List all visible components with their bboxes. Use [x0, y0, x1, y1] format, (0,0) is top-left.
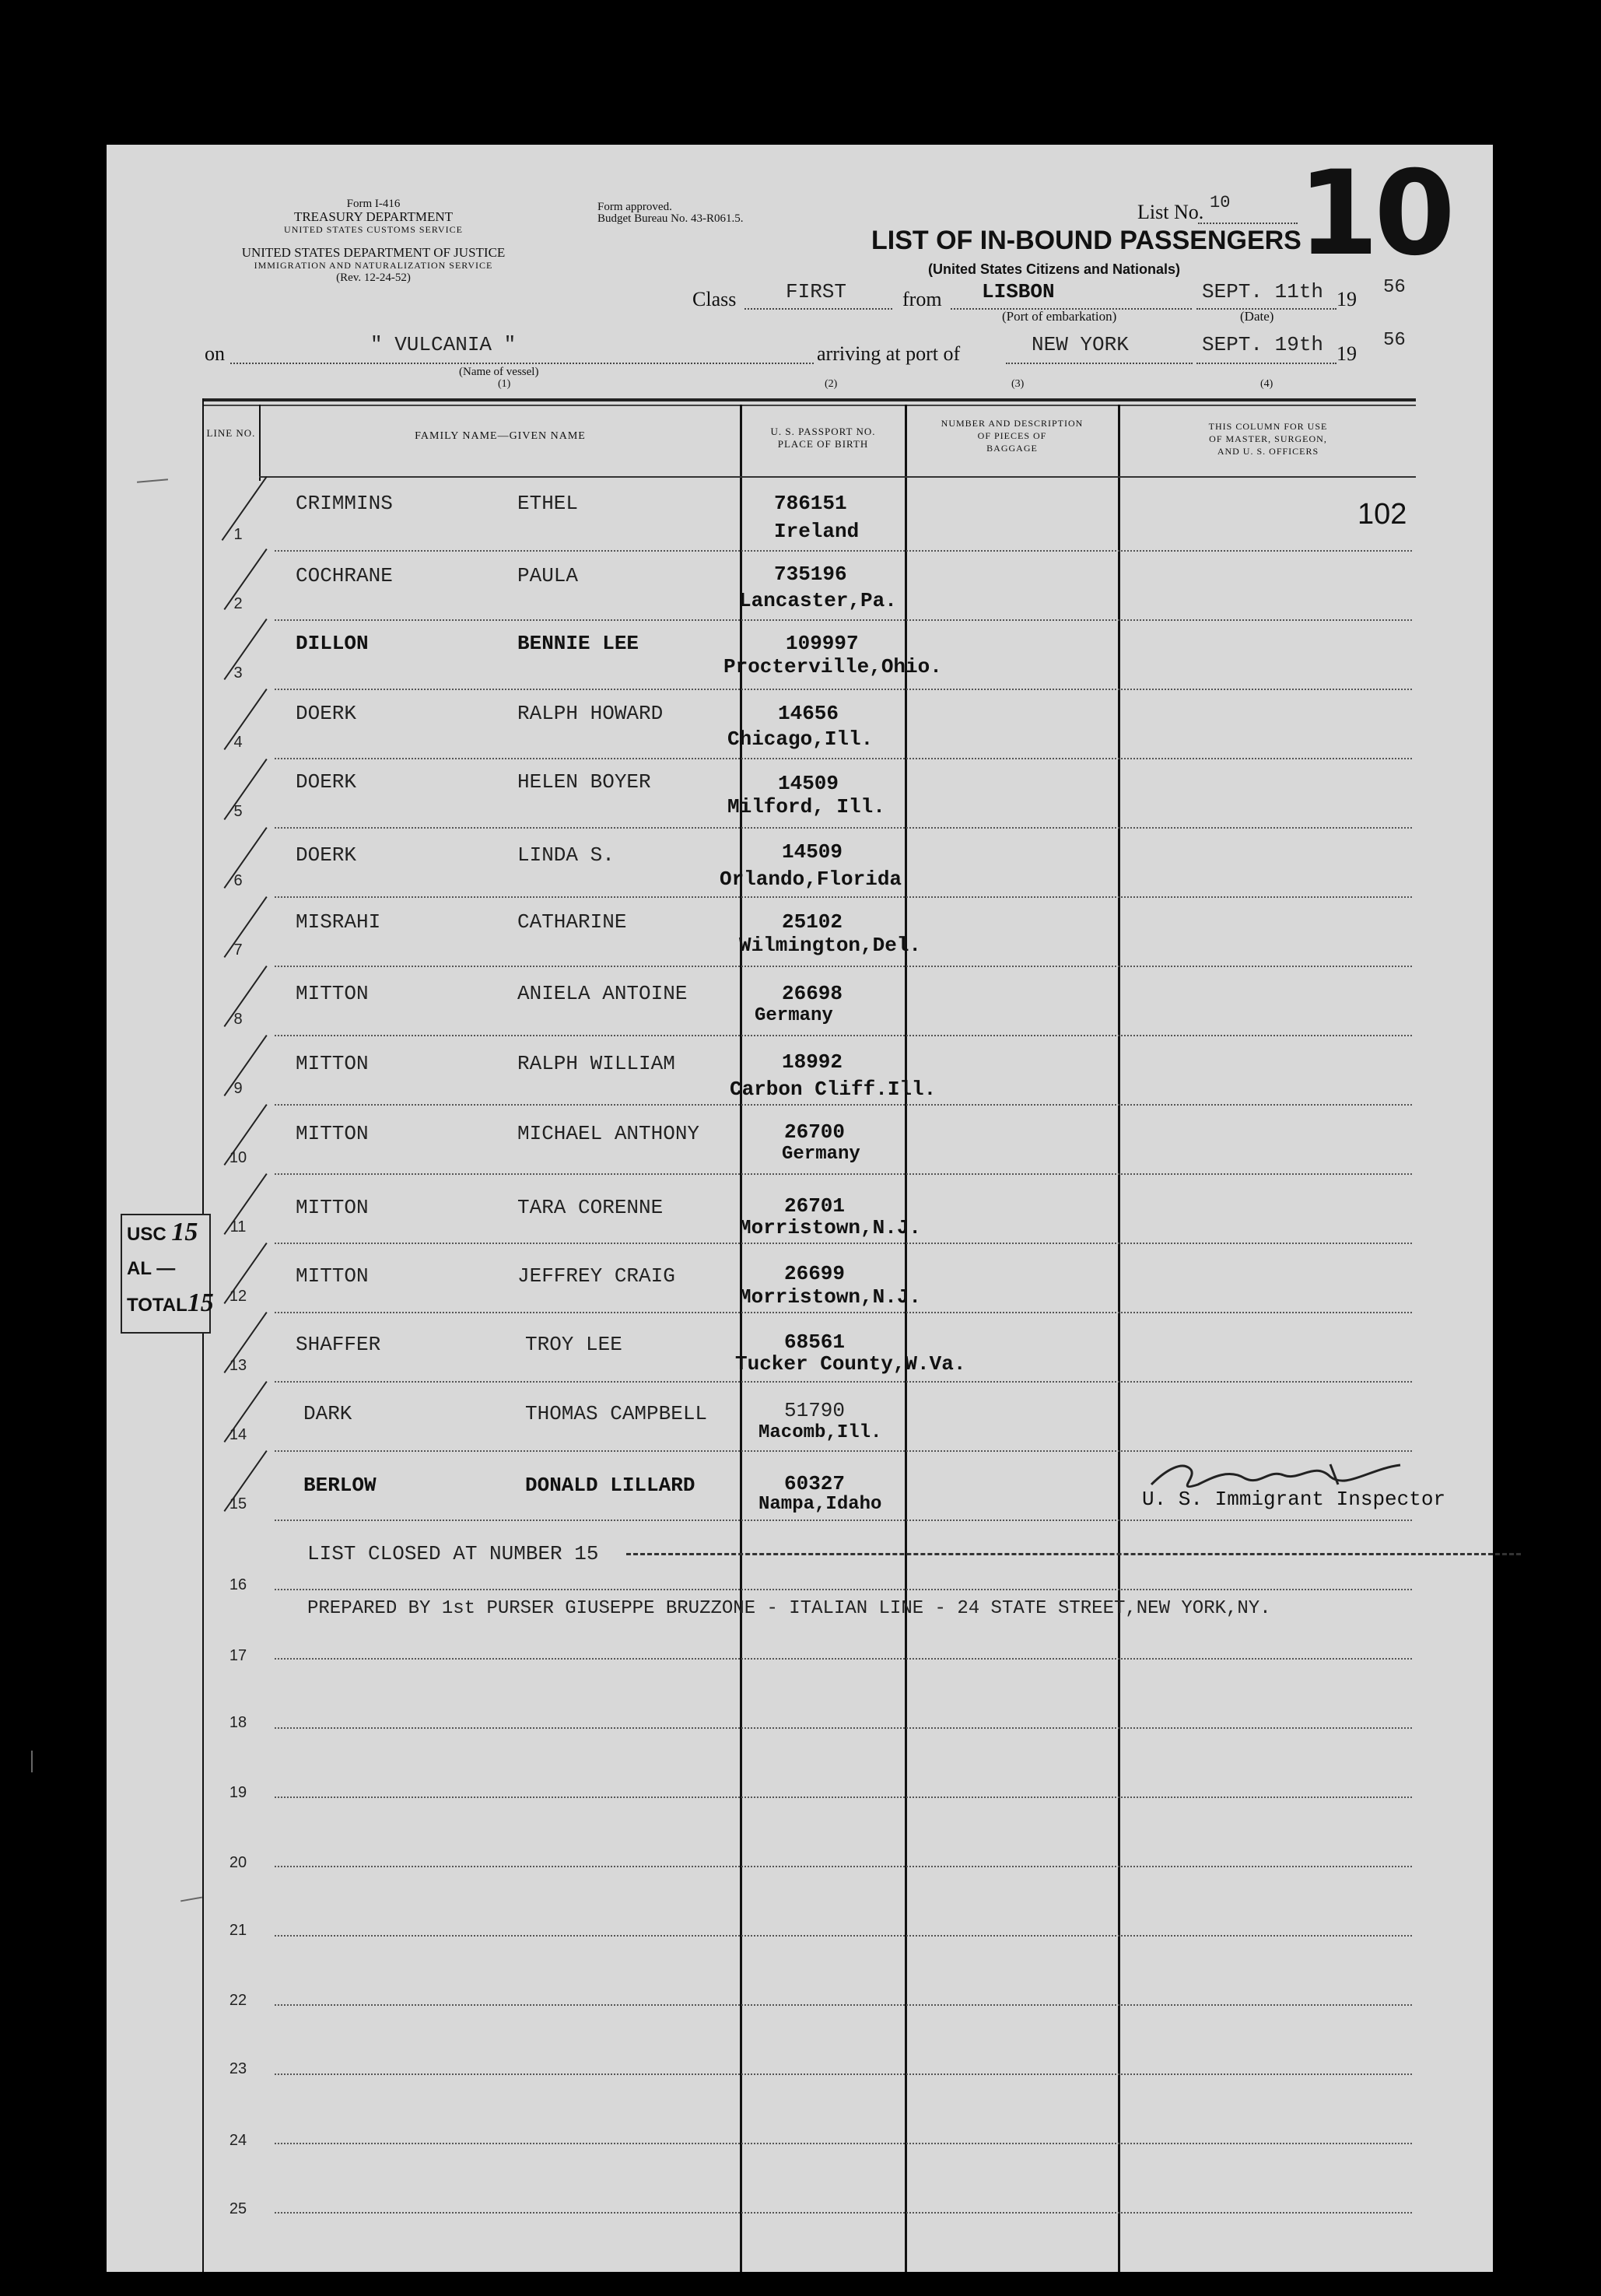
row-line — [275, 1312, 1412, 1313]
row-number: 6 — [233, 872, 243, 889]
place-of-birth: Procterville,Ohio. — [723, 655, 942, 678]
table-top-border — [202, 398, 1416, 401]
row-line — [275, 1243, 1412, 1244]
passenger-given-name: ETHEL — [517, 492, 579, 515]
passenger-family-name: MITTON — [296, 982, 369, 1005]
passenger-family-name: DARK — [303, 1402, 352, 1425]
stamp-total-label: TOTAL — [127, 1295, 187, 1316]
row-number: 13 — [229, 1357, 247, 1374]
row-line — [275, 1658, 1412, 1660]
place-of-birth: Orlando,Florida — [720, 868, 902, 891]
page-title: LIST OF IN-BOUND PASSENGERS — [871, 226, 1301, 255]
arriving-port: NEW YORK — [1032, 333, 1129, 356]
row-number: 24 — [229, 2132, 247, 2149]
row-number: 25 — [229, 2200, 247, 2217]
row-line — [275, 758, 1412, 759]
official-count: 102 — [1358, 498, 1407, 531]
passport-number: 26698 — [782, 982, 843, 1005]
date-caption: (Date) — [1240, 309, 1274, 324]
row-number: 12 — [229, 1288, 247, 1305]
from-year-prefix: 19 — [1337, 288, 1357, 310]
row-number: 16 — [229, 1576, 247, 1593]
margin-mark — [31, 1751, 33, 1772]
row-line — [275, 896, 1412, 898]
class-line — [744, 308, 892, 310]
list-no-small: 10 — [1210, 193, 1231, 212]
row-number: 10 — [229, 1149, 247, 1166]
passenger-family-name: MITTON — [296, 1196, 369, 1219]
list-closed-note: LIST CLOSED AT NUMBER 15 — [307, 1542, 599, 1565]
form-number: Form I-416 — [346, 198, 401, 210]
row-number: 8 — [233, 1011, 243, 1028]
arriving-label: arriving at port of — [817, 342, 961, 365]
list-no-line — [1198, 223, 1298, 224]
passenger-family-name: MITTON — [296, 1052, 369, 1075]
arrive-date: SEPT. 19th — [1202, 333, 1324, 356]
class-label: Class — [692, 288, 737, 310]
passenger-family-name: CRIMMINS — [296, 492, 393, 515]
arrive-year: 56 — [1383, 330, 1406, 351]
inspector-signature — [1144, 1453, 1424, 1500]
col-border-baggage — [1118, 405, 1120, 2272]
caption-3: (3) — [1011, 378, 1025, 390]
row-number: 21 — [229, 1922, 247, 1939]
row-line — [275, 2004, 1412, 2006]
row-number: 23 — [229, 2060, 247, 2077]
row-line — [275, 1381, 1412, 1383]
passport-number: 60327 — [784, 1472, 846, 1495]
arrive-year-prefix: 19 — [1337, 342, 1357, 365]
passport-number: 14509 — [778, 772, 839, 795]
place-of-birth: Morristown,N.J. — [739, 1216, 922, 1239]
arriving-line — [1006, 363, 1193, 364]
place-of-birth: Macomb,Ill. — [758, 1422, 882, 1443]
row-line — [275, 1866, 1412, 1867]
passenger-given-name: THOMAS CAMPBELL — [525, 1402, 708, 1425]
col-header-name: FAMILY NAME—GIVEN NAME — [415, 430, 586, 442]
port-embark-caption: (Port of embarkation) — [1002, 309, 1117, 324]
row-line — [275, 619, 1412, 621]
row-number: 4 — [233, 734, 243, 751]
row-number: 2 — [233, 595, 243, 612]
row-number: 20 — [229, 1854, 247, 1871]
col-border-name — [740, 405, 742, 2272]
list-no-big: 10 — [1298, 146, 1451, 282]
passport-number: 26701 — [784, 1194, 846, 1218]
list-closed-strikeline — [626, 1553, 1521, 1555]
col-header-officers-1: THIS COLUMN FOR USE — [1208, 421, 1328, 432]
row-number: 22 — [229, 1992, 247, 2009]
dept-treasury: TREASURY DEPARTMENT — [293, 209, 454, 224]
count-stamp — [121, 1214, 214, 1334]
place-of-birth: Ireland — [774, 520, 860, 543]
passenger-given-name: MICHAEL ANTHONY — [517, 1122, 700, 1145]
row-number: 19 — [229, 1784, 247, 1801]
stamp-total-value: 15 — [187, 1288, 214, 1317]
class-value: FIRST — [786, 280, 847, 303]
row-line — [275, 2212, 1412, 2214]
col-header-baggage-1: NUMBER AND DESCRIPTION — [941, 418, 1084, 429]
stamp-al-label: AL — [127, 1258, 152, 1279]
place-of-birth: Tucker County,W.Va. — [735, 1352, 966, 1376]
budget-bureau: Budget Bureau No. 43-R061.5. — [597, 212, 744, 225]
passenger-family-name: DOERK — [296, 770, 357, 794]
passport-number: 26699 — [784, 1262, 846, 1285]
col-header-line-no: LINE NO. — [206, 427, 256, 439]
place-of-birth: Germany — [755, 1005, 833, 1026]
passport-number: 786151 — [774, 492, 847, 515]
row-number: 14 — [229, 1426, 247, 1443]
vessel-line — [230, 363, 814, 364]
passenger-given-name: RALPH HOWARD — [517, 702, 664, 725]
vessel-caption-num: (1) — [498, 378, 511, 390]
passenger-given-name: HELEN BOYER — [517, 770, 651, 794]
row-number: 9 — [233, 1080, 243, 1097]
passport-number: 68561 — [784, 1330, 846, 1354]
page-subtitle: (United States Citizens and Nationals) — [928, 261, 1181, 277]
place-of-birth: Nampa,Idaho — [758, 1494, 882, 1515]
stamp-al-row — [122, 1252, 209, 1286]
col-border-left — [202, 398, 204, 2272]
inspector-title: U. S. Immigrant Inspector — [1142, 1488, 1446, 1511]
col-border-passport — [905, 405, 907, 2272]
on-label: on — [205, 342, 225, 365]
stamp-usc-label: USC — [127, 1224, 166, 1245]
passenger-given-name: JEFFREY CRAIG — [517, 1264, 675, 1288]
row-line — [275, 966, 1412, 967]
passenger-family-name: MITTON — [296, 1264, 369, 1288]
passport-number: 14509 — [782, 840, 843, 864]
row-line — [275, 827, 1412, 829]
col-header-officers-3: AND U. S. OFFICERS — [1217, 446, 1319, 457]
passenger-family-name: DOERK — [296, 702, 357, 725]
place-of-birth: Milford, Ill. — [727, 795, 885, 818]
passenger-given-name: RALPH WILLIAM — [517, 1052, 675, 1075]
from-value: LISBON — [982, 280, 1055, 303]
from-date: SEPT. 11th — [1202, 280, 1324, 303]
row-number: 15 — [229, 1495, 247, 1513]
row-line — [275, 1104, 1412, 1106]
passenger-given-name: CATHARINE — [517, 910, 627, 934]
list-no-label: List No. — [1137, 201, 1204, 223]
stamp-total-row — [122, 1286, 214, 1323]
passport-number: 14656 — [778, 702, 839, 725]
row-line — [275, 1727, 1412, 1729]
row-number: 18 — [229, 1714, 247, 1731]
dept-justice-sub: IMMIGRATION AND NATURALIZATION SERVICE — [254, 260, 493, 271]
passport-number: 109997 — [786, 632, 859, 655]
place-of-birth: Wilmington,Del. — [739, 934, 922, 957]
row-number: 17 — [229, 1647, 247, 1664]
col-header-passport-1: U. S. PASSPORT NO. — [770, 426, 876, 437]
passenger-given-name: TROY LEE — [525, 1333, 622, 1356]
passenger-given-name: ANIELA ANTOINE — [517, 982, 688, 1005]
prepared-by-note: PREPARED BY 1st PURSER GIUSEPPE BRUZZONE - ITALIAN LINE - 24 STATE STREET,NEW YORK,NY. — [307, 1598, 1271, 1619]
vessel-caption: (Name of vessel) — [459, 366, 539, 378]
place-of-birth: Lancaster,Pa. — [739, 589, 897, 612]
row-number: 5 — [233, 803, 243, 820]
row-line — [275, 1935, 1412, 1937]
passenger-family-name: DOERK — [296, 843, 357, 867]
passenger-family-name: MISRAHI — [296, 910, 381, 934]
caption-4: (4) — [1260, 378, 1273, 390]
passport-number: 735196 — [774, 563, 847, 586]
row-line — [275, 1589, 1412, 1590]
row-number: 7 — [233, 941, 243, 959]
passenger-family-name: SHAFFER — [296, 1333, 381, 1356]
row-line — [275, 1035, 1412, 1036]
row-line — [275, 2073, 1412, 2075]
arrive-date-line — [1196, 363, 1337, 364]
place-of-birth: Chicago,Ill. — [727, 727, 874, 751]
form-approved: Form approved. — [597, 201, 672, 213]
col-header-baggage-2: OF PIECES OF — [977, 430, 1047, 441]
row-number: 1 — [233, 526, 243, 543]
row-line — [275, 1520, 1412, 1521]
from-label: from — [902, 288, 942, 310]
row-line — [275, 550, 1412, 552]
place-of-birth: Morristown,N.J. — [739, 1285, 922, 1309]
row-line — [275, 1173, 1412, 1175]
passport-number: 26700 — [784, 1120, 846, 1144]
dept-justice: UNITED STATES DEPARTMENT OF JUSTICE — [241, 245, 506, 260]
passenger-given-name: TARA CORENNE — [517, 1196, 664, 1219]
col-header-baggage-3: BAGGAGE — [986, 443, 1038, 454]
col-header-officers-2: OF MASTER, SURGEON, — [1209, 433, 1327, 444]
row-line — [275, 689, 1412, 690]
dept-treasury-sub: UNITED STATES CUSTOMS SERVICE — [284, 224, 463, 235]
stamp-usc-row — [122, 1215, 209, 1252]
table-top-border-2 — [202, 405, 1416, 406]
col-border-line-no — [259, 405, 261, 481]
passenger-given-name: LINDA S. — [517, 843, 615, 867]
passport-number: 25102 — [782, 910, 843, 934]
passenger-given-name: BENNIE LEE — [517, 632, 639, 655]
passenger-family-name: MITTON — [296, 1122, 369, 1145]
passport-number: 18992 — [782, 1050, 843, 1074]
place-of-birth: Germany — [782, 1144, 860, 1165]
form-revision: (Rev. 12-24-52) — [336, 272, 411, 284]
passenger-family-name: COCHRANE — [296, 564, 393, 587]
passport-number: 51790 — [784, 1399, 846, 1422]
stamp-usc-value: 15 — [171, 1218, 198, 1246]
row-number: 11 — [229, 1218, 247, 1236]
passenger-given-name: DONALD LILLARD — [525, 1474, 695, 1497]
passenger-family-name: BERLOW — [303, 1474, 377, 1497]
row-number: 3 — [233, 664, 243, 682]
caption-2: (2) — [825, 378, 838, 390]
row-line — [275, 2143, 1412, 2144]
row-line — [275, 1450, 1412, 1452]
from-year: 56 — [1383, 277, 1406, 298]
stamp-al-value: — — [156, 1258, 176, 1279]
place-of-birth: Carbon Cliff.Ill. — [730, 1078, 937, 1101]
passenger-given-name: PAULA — [517, 564, 579, 587]
row-line — [275, 1796, 1412, 1798]
passenger-family-name: DILLON — [296, 632, 369, 655]
header-bottom-border — [259, 476, 1416, 478]
vessel-name: " VULCANIA " — [370, 333, 517, 356]
col-header-passport-2: PLACE OF BIRTH — [777, 438, 869, 450]
